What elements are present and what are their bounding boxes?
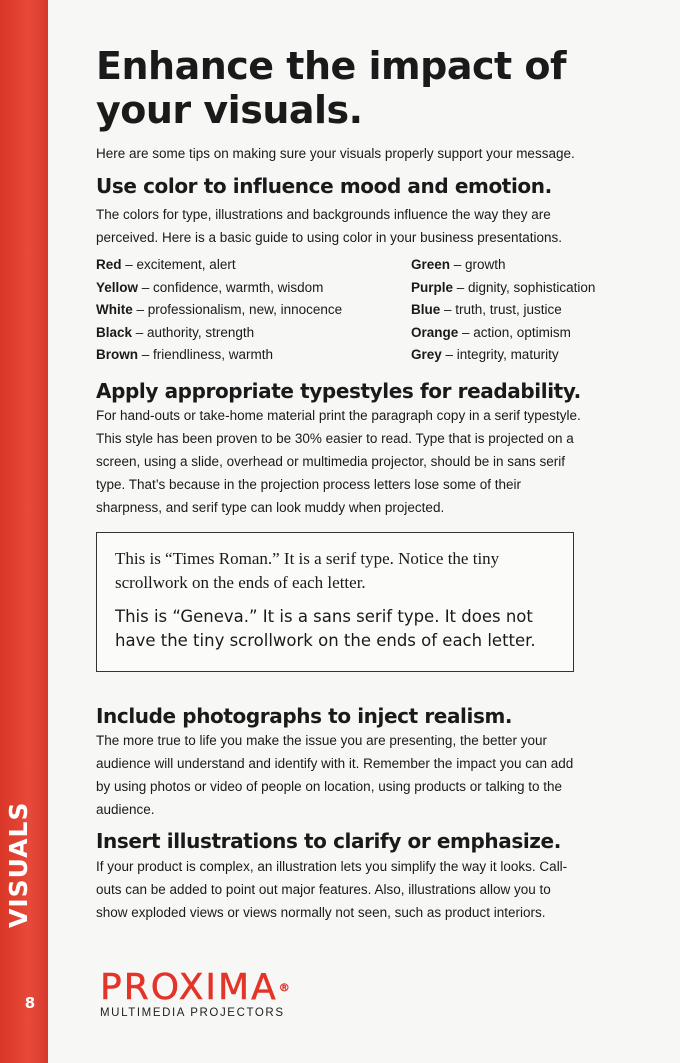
sans-serif-sample-line: This is “Geneva.” It is a sans serif type. It does not	[115, 607, 533, 626]
illustrations-paragraph	[96, 855, 636, 924]
color-guide-item: Orange – action, optimism	[411, 324, 571, 340]
color-name: Red	[96, 257, 122, 272]
color-guide-item: Grey – integrity, maturity	[411, 347, 559, 362]
color-name: Yellow	[96, 279, 139, 295]
color-name: Green	[411, 257, 451, 272]
photographs-paragraph-line: by using photos or video of people on location, using products or talking to the	[96, 779, 563, 794]
serif-sample-text	[115, 547, 565, 595]
color-heading: Use color to influence mood and emotion.	[96, 174, 552, 198]
typestyles-paragraph-line: For hand-outs or take-home material print the paragraph copy in a serif typestyle.	[96, 408, 581, 423]
brand-tagline: MULTIMEDIA PROJECTORS	[100, 1007, 285, 1019]
color-meaning: excitement, alert	[136, 257, 236, 272]
color-meaning: friendliness, warmth	[153, 347, 274, 362]
color-name: Grey	[411, 347, 442, 362]
photographs-heading: Include photographs to inject realism.	[96, 704, 513, 728]
color-guide-item: Yellow – confidence, warmth, wisdom	[96, 279, 324, 295]
color-paragraph-line: perceived. Here is a basic guide to using color in your business presentations.	[96, 230, 563, 245]
section-label: VISUALS	[4, 801, 33, 928]
color-meaning: growth	[465, 257, 506, 272]
illustrations-paragraph-line: show exploded views or views normally not seen, such as product interiors.	[96, 905, 546, 920]
photographs-paragraph	[96, 729, 636, 821]
color-meaning: dignity, sophistication	[468, 279, 596, 295]
serif-sample-line: scrollwork on the ends of each letter.	[115, 573, 366, 592]
typestyles-paragraph-line: type. That’s because in the projection process letters lose some of their	[96, 477, 521, 492]
proxima-logo	[100, 967, 292, 1019]
color-guide-item: White – professionalism, new, innocence	[96, 302, 343, 317]
brand-name: PROXIMA	[100, 967, 278, 1008]
color-guide-item: Blue – truth, trust, justice	[411, 302, 562, 317]
illustrations-paragraph-line: outs can be added to point out major features. Also, illustrations allow you to	[96, 882, 551, 897]
color-guide-item: Purple – dignity, sophistication	[411, 279, 596, 295]
photographs-paragraph-line: audience.	[96, 802, 155, 817]
color-meaning: authority, strength	[147, 324, 255, 340]
typestyles-heading: Apply appropriate typestyles for readability.	[96, 379, 581, 403]
color-meaning: confidence, warmth, wisdom	[153, 279, 324, 295]
color-guide-left-column	[96, 254, 342, 367]
color-meaning: integrity, maturity	[456, 347, 559, 362]
color-meaning: professionalism, new, innocence	[147, 302, 343, 317]
color-name: Brown	[96, 347, 138, 362]
serif-sample-line: This is “Times Roman.” It is a serif type. Notice the tiny	[115, 549, 500, 568]
color-name: Black	[96, 324, 133, 340]
typestyles-paragraph	[96, 404, 636, 519]
color-name: Purple	[411, 279, 454, 295]
color-name: White	[96, 302, 133, 317]
color-name: Orange	[411, 324, 459, 340]
color-guide-item: Red – excitement, alert	[96, 257, 236, 272]
color-meaning: action, optimism	[473, 324, 571, 340]
typeface-sample-box	[96, 532, 574, 672]
sans-serif-sample-line: have the tiny scrollwork on the ends of each letter.	[115, 631, 536, 650]
intro-text: Here are some tips on making sure your visuals properly support your message.	[96, 146, 575, 161]
typestyles-paragraph-line: sharpness, and serif type can look muddy when projected.	[96, 500, 445, 515]
color-guide-item: Brown – friendliness, warmth	[96, 347, 274, 362]
section-sidebar	[0, 0, 48, 1063]
color-guide-right-column	[411, 254, 595, 367]
color-meaning: truth, trust, justice	[455, 302, 562, 317]
color-guide-item: Green – growth	[411, 257, 506, 272]
illustrations-paragraph-line: If your product is complex, an illustration lets you simplify the way it looks. Call-	[96, 859, 568, 874]
sans-serif-sample-text	[115, 605, 565, 653]
typestyles-paragraph-line: This style has been proven to be 30% easier to read. Type that is projected on a	[96, 431, 574, 446]
typestyles-paragraph-line: screen, using a slide, overhead or multimedia projector, should be in sans serif	[96, 454, 565, 469]
color-name: Blue	[411, 302, 441, 317]
color-paragraph	[96, 203, 636, 249]
photographs-paragraph-line: The more true to life you make the issue you are presenting, the better your	[96, 733, 547, 748]
page-number: 8	[24, 994, 36, 1012]
color-guide-item: Black – authority, strength	[96, 324, 255, 340]
color-paragraph-line: The colors for type, illustrations and backgrounds influence the way they are	[96, 207, 551, 222]
illustrations-heading: Insert illustrations to clarify or emphasize.	[96, 829, 561, 853]
page-title: Enhance the impact of your visuals.	[96, 44, 567, 132]
registered-mark: ®	[278, 981, 292, 994]
brand-wordmark	[100, 967, 292, 1008]
photographs-paragraph-line: audience will understand and identify with it. Remember the impact you can add	[96, 756, 574, 771]
